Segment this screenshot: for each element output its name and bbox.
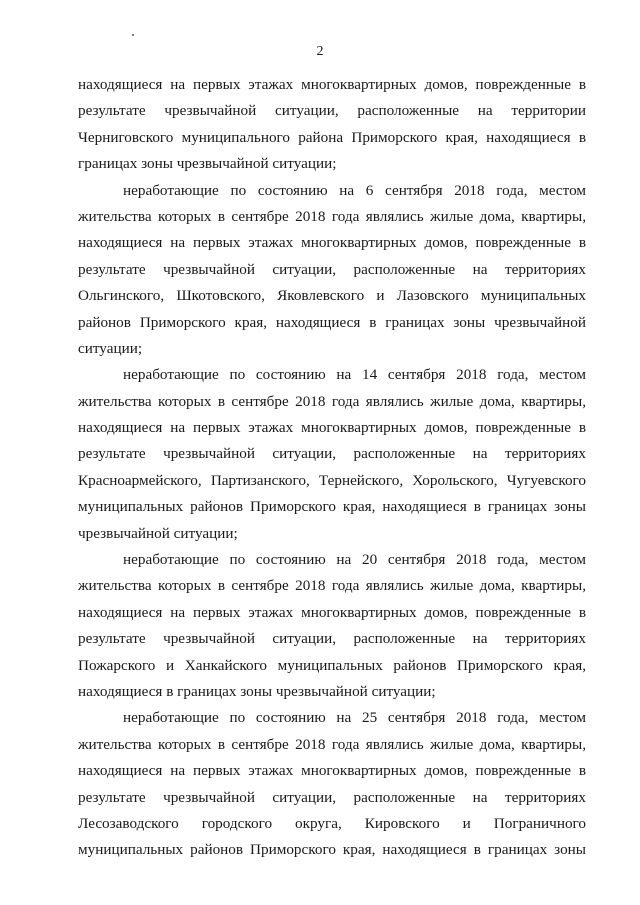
text-line: Черниговского муниципального района Приморского края, находящиеся в	[78, 128, 586, 146]
text-line: жительства которых в сентябре 2018 года являлись жилые дома, квартиры,	[78, 735, 586, 753]
text-line: жительства которых в сентябре 2018 года являлись жилые дома, квартиры,	[78, 392, 586, 410]
text-line: Лесозаводского городского округа, Кировского и Пограничного	[78, 814, 586, 832]
text-line: результате чрезвычайной ситуации, расположенные на территориях	[78, 788, 586, 806]
text-line: ситуации;	[78, 339, 143, 357]
text-line: жительства которых в сентябре 2018 года являлись жилые дома, квартиры,	[78, 207, 586, 225]
document-body	[78, 72, 586, 864]
scan-speck	[132, 34, 134, 36]
text-line: неработающие по состоянию на 25 сентября 2018 года, местом	[123, 709, 586, 727]
text-line: находящиеся в границах зоны чрезвычайной ситуации;	[78, 682, 436, 700]
text-line: результате чрезвычайной ситуации, расположенные на территориях	[78, 445, 586, 463]
text-line: муниципальных районов Приморского края, находящиеся в границах зоны	[78, 498, 586, 516]
text-line: результате чрезвычайной ситуации, расположенные на территориях	[78, 630, 586, 648]
text-line: находящиеся на первых этажах многоквартирных домов, поврежденные в	[78, 762, 586, 780]
text-line: находящиеся на первых этажах многоквартирных домов, поврежденные в	[78, 419, 586, 437]
text-line: районов Приморского края, находящиеся в границах зоны чрезвычайной	[78, 313, 586, 331]
text-line: Ольгинского, Шкотовского, Яковлевского и Лазовского муниципальных	[78, 287, 586, 305]
text-line: находящиеся на первых этажах многоквартирных домов, поврежденные в	[78, 234, 586, 252]
text-line: находящиеся на первых этажах многоквартирных домов, поврежденные в	[78, 603, 586, 621]
page-number: 2	[316, 44, 324, 59]
text-line: неработающие по состоянию на 14 сентября 2018 года, местом	[123, 366, 586, 384]
text-line: муниципальных районов Приморского края, находящиеся в границах зоны	[78, 841, 586, 859]
text-line: находящиеся на первых этажах многоквартирных домов, поврежденные в	[78, 76, 586, 93]
text-line: результате чрезвычайной ситуации, расположенные на территориях	[78, 260, 586, 278]
text-line: неработающие по состоянию на 6 сентября 2018 года, местом	[123, 181, 586, 199]
text-line: Пожарского и Ханкайского муниципальных районов Приморского края,	[78, 656, 586, 674]
text-line: границах зоны чрезвычайной ситуации;	[78, 155, 337, 173]
text-line: Красноармейского, Партизанского, Тернейского, Хорольского, Чугуевского	[78, 471, 586, 489]
text-line: результате чрезвычайной ситуации, расположенные на территории	[78, 102, 586, 120]
text-line: чрезвычайной ситуации;	[78, 524, 238, 542]
text-line: неработающие по состоянию на 20 сентября 2018 года, местом	[123, 551, 586, 569]
text-line: жительства которых в сентябре 2018 года являлись жилые дома, квартиры,	[78, 577, 586, 595]
